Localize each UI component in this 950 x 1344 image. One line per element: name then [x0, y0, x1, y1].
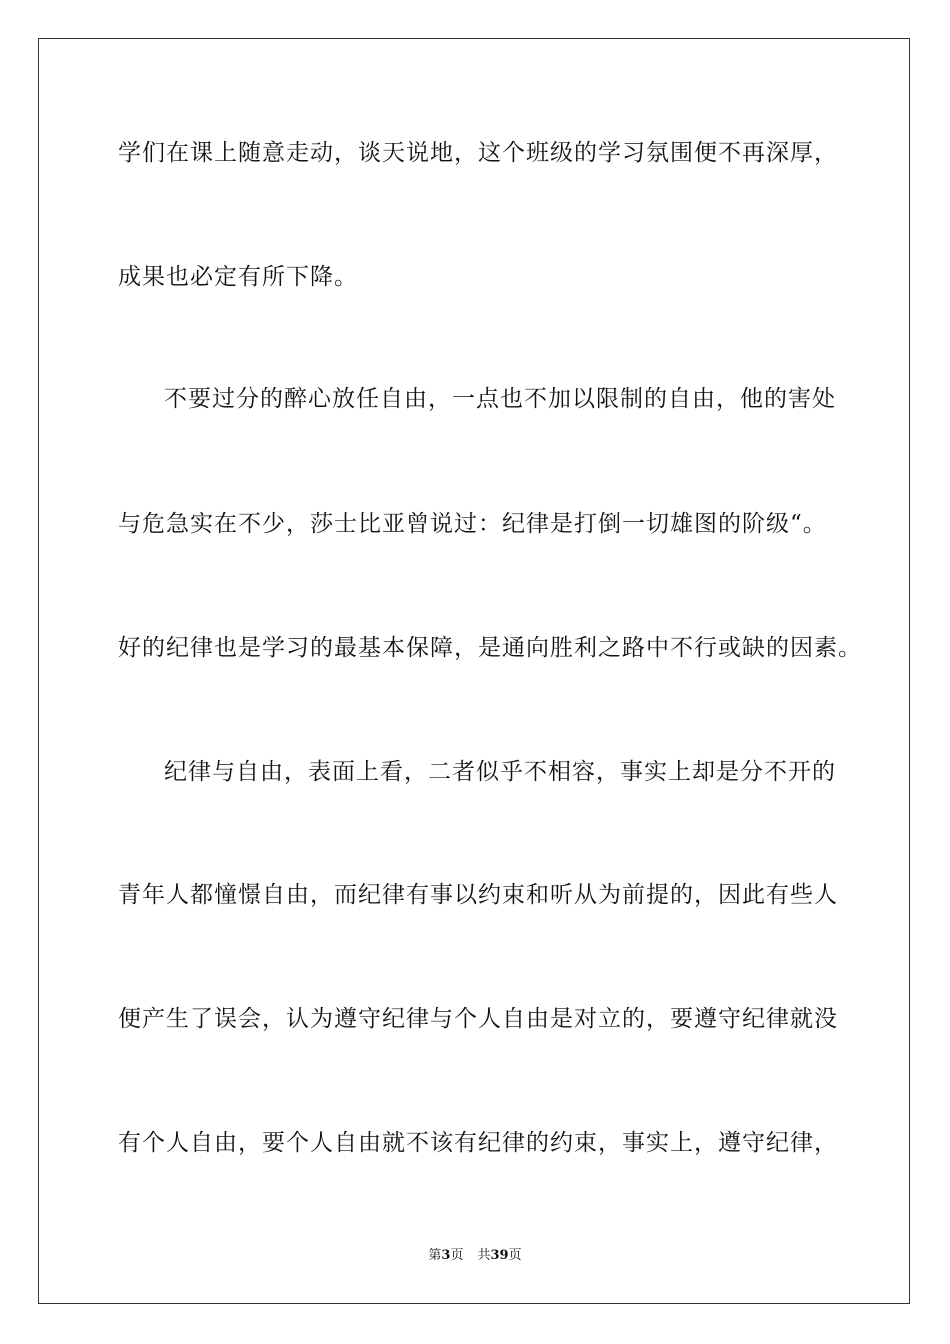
- text-line: 便产生了误会，认为遵守纪律与个人自由是对立的，要遵守纪律就没: [118, 1006, 838, 1032]
- total-pages: 39: [490, 1248, 509, 1263]
- page-border: [38, 38, 910, 1304]
- text-line: 与危急实在不少，莎士比亚曾说过：纪律是打倒一切雄图的阶级“。: [118, 511, 827, 537]
- paragraph-first-line: 不要过分的醉心放任自由，一点也不加以限制的自由，他的害处: [164, 386, 836, 412]
- paragraph-first-line: 纪律与自由，表面上看，二者似乎不相容，事实上却是分不开的: [164, 759, 836, 785]
- page-suffix: 页: [450, 1248, 464, 1263]
- text-line: 学们在课上随意走动，谈天说地，这个班级的学习氛围便不再深厚，: [118, 140, 838, 166]
- total-suffix: 页: [508, 1248, 522, 1263]
- total-prefix: 共: [477, 1248, 491, 1263]
- text-line: 成果也必定有所下降。: [118, 264, 358, 290]
- text-line: 青年人都憧憬自由，而纪律有事以约束和听从为前提的，因此有些人: [118, 882, 838, 908]
- text-line: 好的纪律也是学习的最基本保障，是通向胜利之路中不行或缺的因素。: [118, 635, 862, 661]
- page-prefix: 第: [428, 1248, 442, 1263]
- page-footer: [0, 1247, 950, 1265]
- text-line: 有个人自由，要个人自由就不该有纪律的约束，事实上，遵守纪律，: [118, 1130, 838, 1156]
- page-number: 3: [441, 1248, 451, 1263]
